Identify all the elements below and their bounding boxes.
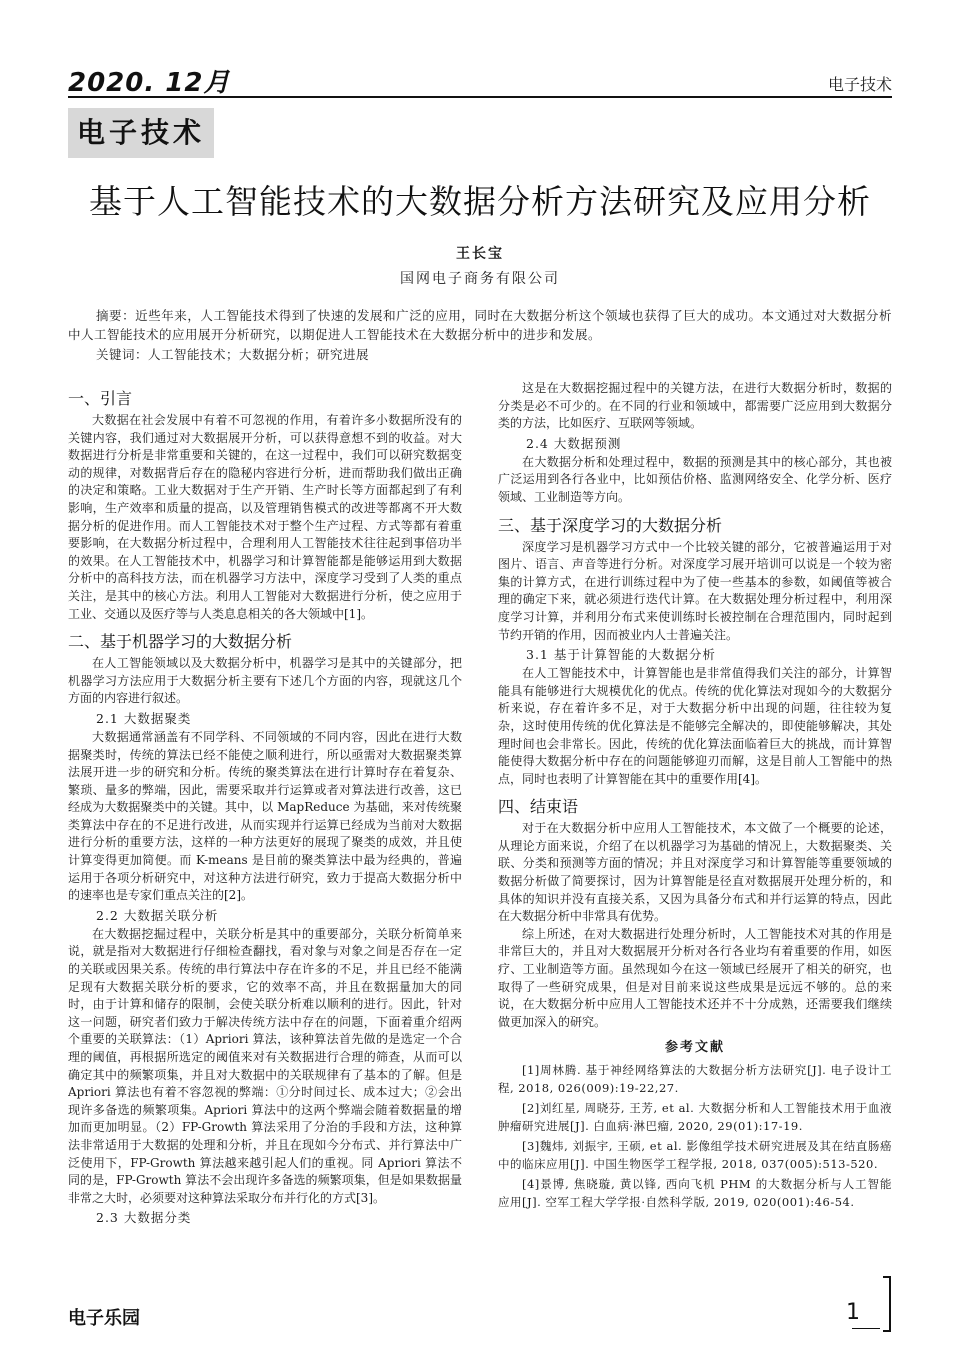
paragraph: 深度学习是机器学习方式中一个比较关键的部分，它被普遍运用于对图片、语言、声音等进行分析。对深度学习展开培训可以说是一个较为密集的计算方式，在进行训练过程中为了使一些基本的参数，如阈值等被合理的确定下来，就必须进行迭代计算。在大数据处理分析过程中，利用深度学习计算，并利用分布式来使训练时长被控制在合理范围内，同时起到节约开销的作用，因而被业内人士普遍关注。 bbox=[498, 539, 892, 642]
affiliation: 国网电子商务有限公司 bbox=[400, 271, 560, 287]
reference-item: [1]周林腾. 基于神经网络算法的大数据分析方法研究[J]. 电子设计工程, 2018, 026(009):19-22,27. bbox=[498, 1063, 892, 1095]
reference-item: [2]刘红星, 周晓芬, 王芳, et al. 大数据分析和人工智能技术用于血液肿瘤研究进展[J]. 白血病·淋巴瘤, 2020, 29(01):17-19. bbox=[498, 1101, 892, 1133]
subsection-heading: 2.4 大数据预测 bbox=[526, 435, 622, 451]
left-column bbox=[68, 380, 462, 1280]
header-rule bbox=[68, 96, 892, 98]
keywords: 关键词：人工智能技术；大数据分析；研究进展 bbox=[96, 347, 370, 362]
section-heading: 四、结束语 bbox=[498, 797, 579, 817]
author: 王长宝 bbox=[456, 246, 504, 262]
paragraph: 大数据通常涵盖有不同学科、不同领域的不同内容，因此在进行大数据聚类时，传统的算法已经不能使之顺利进行，所以亟需对大数据聚类算法展开进一步的研究和分析。传统的聚类算法在进行计算时存在着复杂、繁琐、量多的弊端，因此，需要采取并行运算或者对算法进行改善，这已经成为大数据聚类中的关键。其中，以 MapReduce 为基础，来对传统聚类算法中存在的不足进行改进，从而实现并行运算已经成为当前对大数据进行分析的重要方法，这样的一种方法更好的展现了聚类的成效，并且使计算变得更加简便。而 K-means 是目前的聚类算法中最为经典的，普遍运用于各项分析研究中，对这种方法进行研究，致力于提高大数据分析中的速率也是专家们重点关注的[2]。 bbox=[68, 729, 462, 903]
section-heading: 三、基于深度学习的大数据分析 bbox=[498, 515, 723, 535]
paragraph: 在人工智能技术中，计算智能也是非常值得我们关注的部分，计算智能具有能够进行大规模优化的优点。传统的优化算法对现如今的大数据分析来说，存在着许多不足，对于大数据分析中出现的问题，往往较为复杂，这时使用传统的优化算法是不能够完全解决的，即使能够解决，其处理时间也会非常长。因此，传统的优化算法面临着巨大的挑战，而计算智能使得大数据分析中存在的问题能够迎刃而解，这是目前人工智能中的热点，同时也表明了计算智能在其中的重要作用[4]。 bbox=[498, 666, 892, 786]
page-number: 1 bbox=[846, 1300, 860, 1325]
paragraph: 在人工智能领域以及大数据分析中，机器学习是其中的关键部分，把机器学习方法应用于大数据分析主要有下述几个方面的内容，现就这几个方面的内容进行叙述。 bbox=[68, 656, 462, 706]
section-heading: 二、基于机器学习的大数据分析 bbox=[68, 632, 293, 652]
journal-name-header: 电子技术 bbox=[827, 75, 892, 94]
paragraph: 综上所述，在对大数据进行处理分析时，人工智能技术对其的作用是非常巨大的，并且对大数据展开分析对各行各业均有着重要的作用，如医疗、工业制造等方面。虽然现如今在这一领域已经展开了相关的研究，也取得了一些研究成果，但是对目前来说这些成果是远远不够的。总的来说，在大数据分析中应用人工智能技术还并不十分成熟，还需要我们继续做更加深入的研究。 bbox=[498, 926, 892, 1029]
journal-section-label: 电子技术 bbox=[68, 108, 214, 158]
right-column bbox=[498, 380, 892, 1280]
paragraph: 这是在大数据挖掘过程中的关键方法，在进行大数据分析时，数据的分类是必不可少的。在不同的行业和领域中，都需要广泛应用到大数据分类的方法，比如医疗、互联网等领域。 bbox=[498, 381, 892, 431]
footer-magazine-name: 电子乐园 bbox=[68, 1308, 140, 1329]
reference-item: [3]魏炜, 刘振宇, 王硕, et al. 影像组学技术研究进展及其在结直肠癌中的临床应用[J]. 中国生物医学工程学报, 2018, 037(005):513-520. bbox=[498, 1139, 892, 1171]
subsection-heading: 2.1 大数据聚类 bbox=[96, 710, 192, 726]
subsection-heading: 2.2 大数据关联分析 bbox=[96, 907, 219, 923]
subsection-heading: 3.1 基于计算智能的大数据分析 bbox=[526, 647, 716, 663]
subsection-heading: 2.3 大数据分类 bbox=[96, 1210, 192, 1226]
page-corner-bracket bbox=[883, 1276, 891, 1332]
paragraph: 在大数据挖掘过程中，关联分析是其中的重要部分，关联分析简单来说，就是指对大数据进行仔细检查翻找，看对象与对象之间是否存在一定的关联或因果关系。传统的串行算法中存在许多的不足，并且已经不能满足现有大数据关联分析的要求，它的效率不高，并且在数据量加大的同时，由于计算和储存的限制，会使关联分析难以顺利的进行。因此，针对这一问题，研究者们致力于解决传统方法中存在的问题，下面着重介绍两个重要的关联算法：（1）Apriori 算法，该种算法首先做的是选定一个合理的阈值，再根据所选定的阈值来对有关数据进行合理的筛查，从而可以确定其中的频繁项集，并且对大数据中的关联规律有了基本的了解。但是 Apriori 算法也有着不容忽视的弊端：①分时间过长、成本过大；②会出现许多备选的频繁项集。Apriori 算法中的这两个弊端会随着数据量的增加而更加明显。（2）FP-Growth 算法采用了分治的手段和方法，这种算法非常适用于大数据的处理和分析，并且在现如今分布式、并行算法中广泛使用下，FP-Growth 算法越来越引起人们的重视。同 Apriori 算法不同的是，FP-Growth 算法不会出现许多备选的频繁项集，但是如果数据量非常之大时，必须要对这种算法采取分布并行化的方式[3]。 bbox=[68, 926, 462, 1205]
paper-title: 基于人工智能技术的大数据分析方法研究及应用分析 bbox=[89, 182, 871, 221]
references-heading: 参考文献 bbox=[664, 1040, 725, 1056]
paragraph: 大数据在社会发展中有着不可忽视的作用，有着许多小数据所没有的关键内容，我们通过对大数据展开分析，可以获得意想不到的收益。对大数据进行分析是非常重要和关键的，在这一过程中，我们可以研究数据变动的规律，对数据背后存在的隐秘内容进行分析，进而帮助我们做出正确的决定和策略。工业大数据对于生产开销、生产时长等方面都起到了有利影响，生产效率和质量的提高，以及管理销售模式的改进等都离不开大数据分析的促进作用。而人工智能技术对于整个生产过程、方式等都有着重要影响，在大数据分析过程中，合理利用人工智能技术往往起到事倍功半的效果。在人工智能技术中，机器学习和计算智能都是能够运用到大数据分析中的高科技方法，而在机器学习方法中，深度学习受到了人类的重点关注，是其中的核心方法。利用人工智能对大数据进行分析，使之应用于工业、交通以及医疗等与人类息息相关的各大领域中[1]。 bbox=[68, 413, 462, 621]
page-number-rule bbox=[852, 1328, 880, 1329]
paragraph: 对于在大数据分析中应用人工智能技术，本文做了一个概要的论述，从理论方面来说，介绍了在以机器学习为基础的情况上，大数据聚类、关联、分类和预测等方面的情况；并且对深度学习和计算智能等重要领域的数据分析做了简要探讨，因为计算智能是径直对数据展开处理分析的，和具体的知识并没有直接关系，又因为具备分布式和并行运算的特点，因此在大数据分析中非常具有优势。 bbox=[498, 821, 892, 924]
issue-date: 2020. 12月 bbox=[68, 68, 231, 98]
abstract: 摘要：近些年来，人工智能技术得到了快速的发展和广泛的应用，同时在大数据分析这个领域也获得了巨大的成功。本文通过对大数据分析中人工智能技术的应用展开分析研究，以期促进人工智能技术在大数据分析中的进步和发展。 bbox=[68, 308, 892, 342]
section-heading: 一、引言 bbox=[68, 389, 133, 408]
paragraph: 在大数据分析和处理过程中，数据的预测是其中的核心部分，其也被广泛运用到各行各业中，比如预估价格、监测网络安全、化学分析、医疗领域、工业制造等方向。 bbox=[498, 454, 892, 504]
reference-item: [4]景博, 焦晓璇, 黄以锋, 西向飞机 PHM 的大数据分析与人工智能应用[J]. 空军工程大学学报·自然科学版, 2019, 020(001):46-54. bbox=[498, 1177, 892, 1209]
